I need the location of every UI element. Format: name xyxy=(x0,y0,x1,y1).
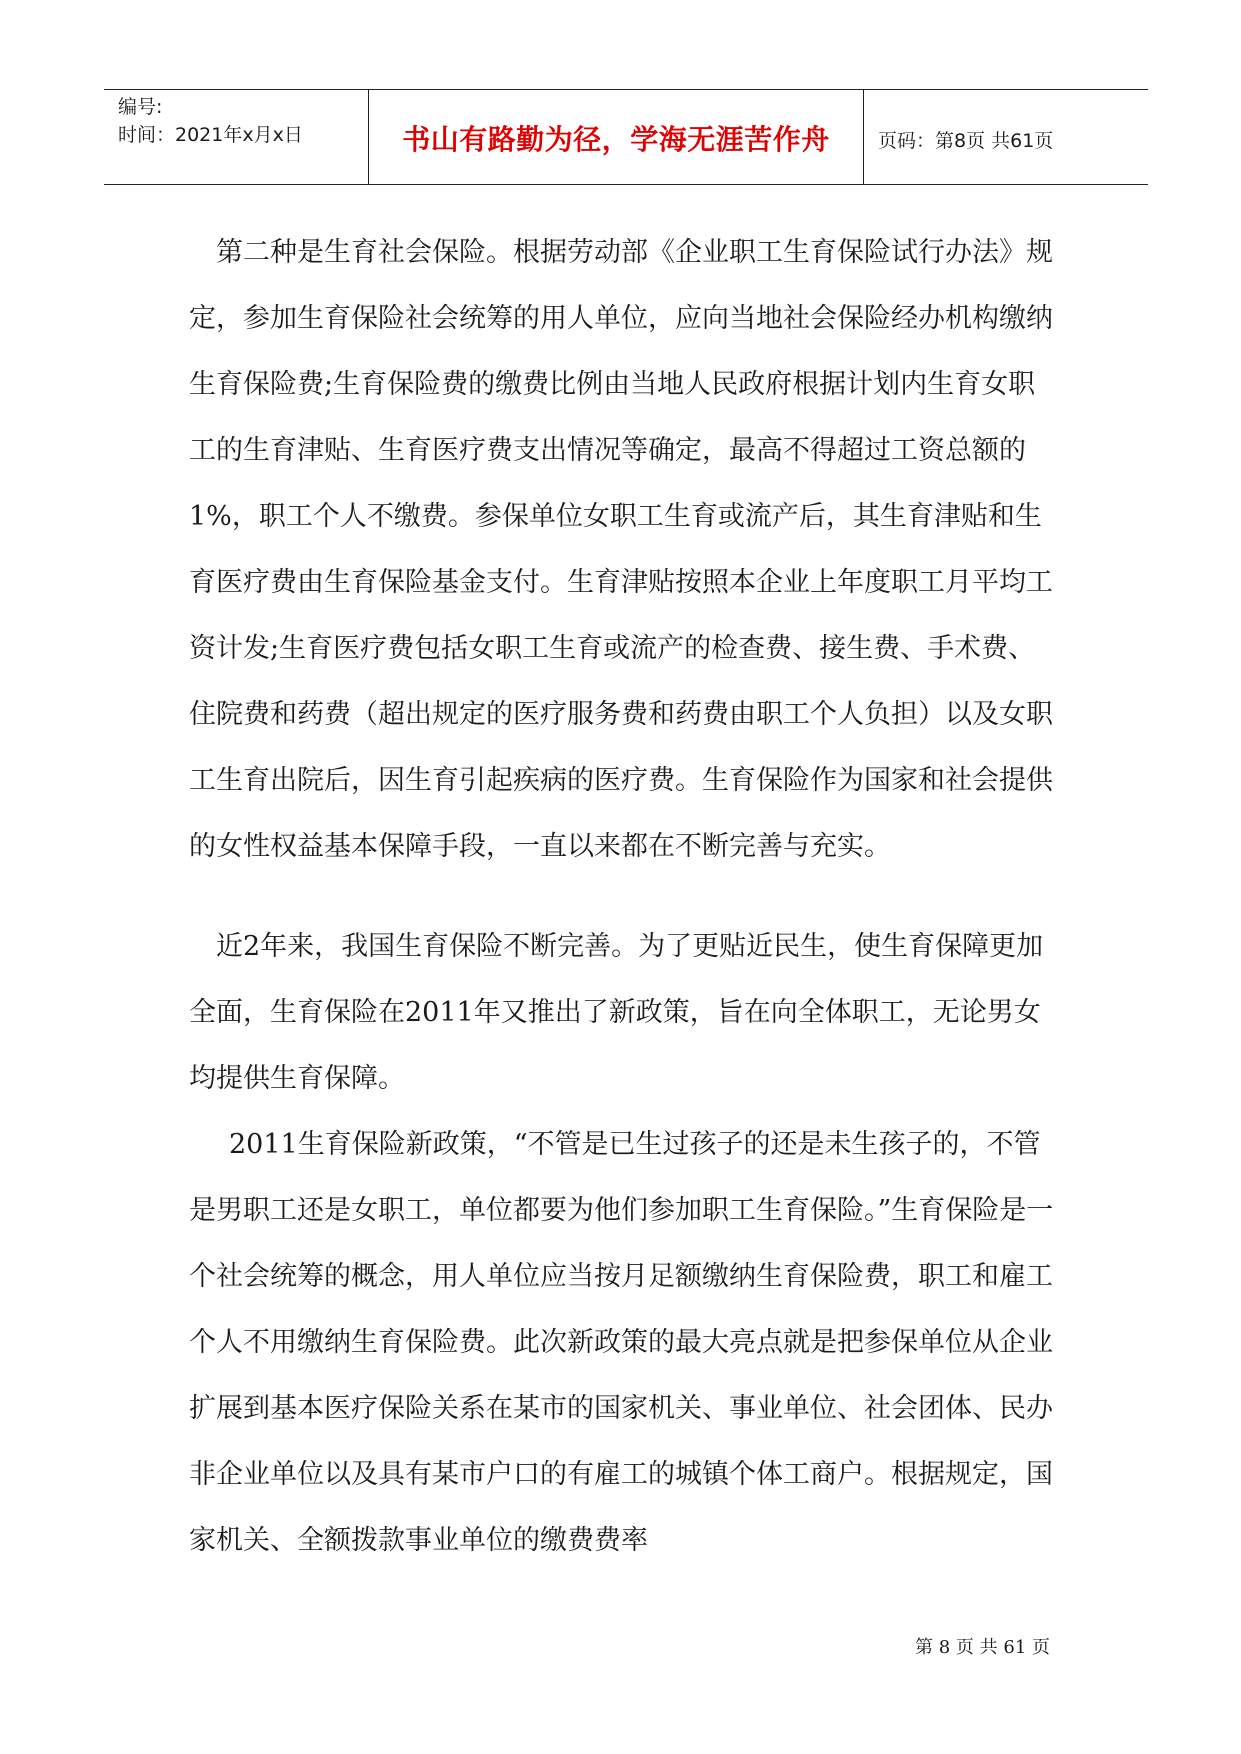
page-header xyxy=(104,89,1148,185)
paragraph-gap xyxy=(189,880,1061,914)
document-number-label: 编号: xyxy=(118,96,163,118)
header-motto-cell xyxy=(369,90,864,184)
document-body xyxy=(189,220,1061,1574)
header-motto: 书山有路勤为径，学海无涯苦作舟 xyxy=(402,123,830,156)
page-footer: 第 8 页 共 61 页 xyxy=(915,1637,1050,1658)
body-paragraph-1: 第二种是生育社会保险。根据劳动部《企业职工生育保险试行办法》规定，参加生育保险社会统筹的用人单位，应向当地社会保险经办机构缴纳生育保险费;生育保险费的缴费比例由当地人民政府根据计划内生育女职工的生育津贴、生育医疗费支出情况等确定，最高不得超过工资总额的1%，职工个人不缴费。参保单位女职工生育或流产后，其生育津贴和生育医疗费由生育保险基金支付。生育津贴按照本企业上年度职工月平均工资计发;生育医疗费包括女职工生育或流产的检查费、接生费、手术费、住院费和药费（超出规定的医疗服务费和药费由职工个人负担）以及女职工生育出院后，因生育引起疾病的医疗费。生育保险作为国家和社会提供的女性权益基本保障手段，一直以来都在不断完善与充实。 xyxy=(189,237,1053,862)
header-page-cell xyxy=(864,90,1148,184)
document-time-label: 时间：2021年x月x日 xyxy=(118,124,303,146)
body-paragraph-2: 近2年来，我国生育保险不断完善。为了更贴近民生，使生育保障更加全面，生育保险在2011年又推出了新政策，旨在向全体职工，无论男女均提供生育保障。 xyxy=(189,931,1044,1094)
header-page-info: 页码：第8页 共61页 xyxy=(878,130,1054,152)
header-meta-cell xyxy=(104,90,369,184)
body-paragraph-3: 2011生育保险新政策，“不管是已生过孩子的还是未生孩子的，不管是男职工还是女职工，单位都要为他们参加职工生育保险。”生育保险是一个社会统筹的概念，用人单位应当按月足额缴纳生育保险费，职工和雇工个人不用缴纳生育保险费。此次新政策的最大亮点就是把参保单位从企业扩展到基本医疗保险关系在某市的国家机关、事业单位、社会团体、民办非企业单位以及具有某市户口的有雇工的城镇个体工商户。根据规定，国家机关、全额拨款事业单位的缴费费率 xyxy=(189,1129,1054,1556)
